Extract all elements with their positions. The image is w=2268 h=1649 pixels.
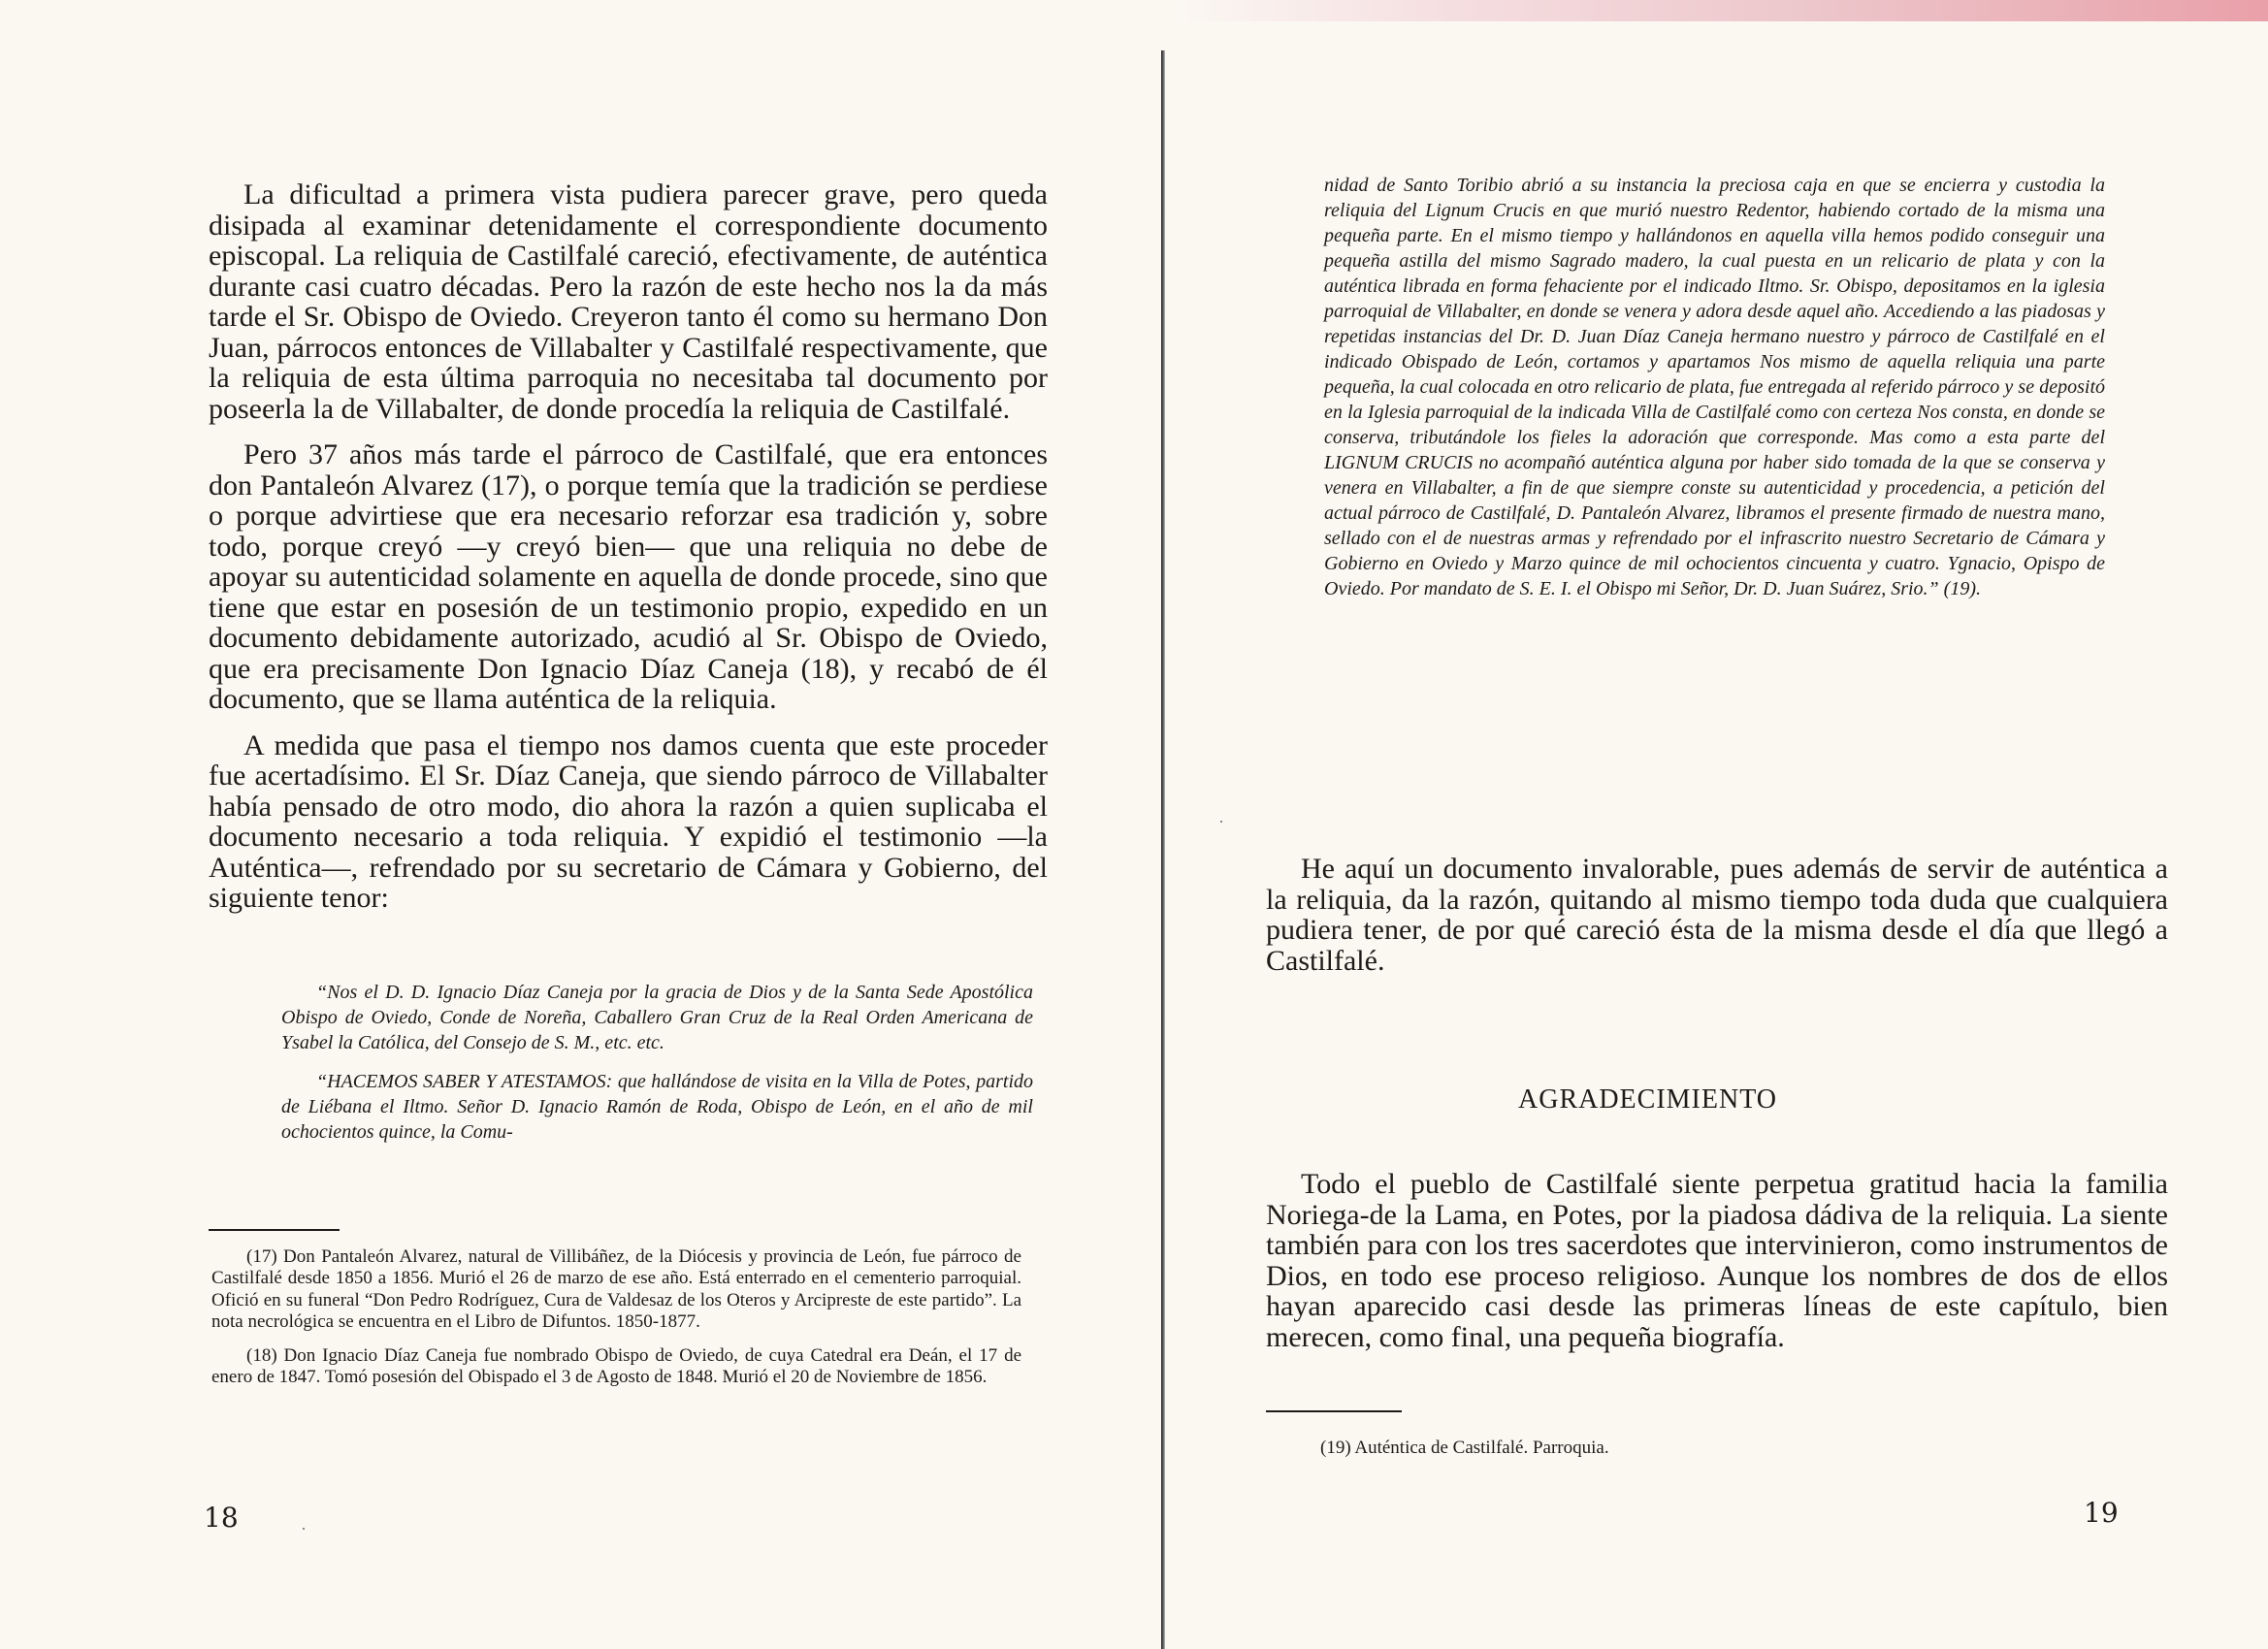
right-main-text: [1266, 854, 2168, 976]
left-paragraph-2: Pero 37 años más tarde el párroco de Castilfalé, que era entonces don Pantaleón Alvarez (17), o porque temía que la tradición se perdiese o porque advirtiese que era necesario reforzar esa tradición y, sobre todo, porque creyó —y creyó bien— que una reliquia no debe de apoyar su autenticidad solamente en aquella de donde procede, sino que tiene que estar en posesión de un testimonio propio, expedido en un documento debidamente autorizado, acudió al Sr. Obispo de Oviedo, que era precisamente Don Ignacio Díaz Caneja (18), y recabó de él documento, que se llama auténtica de la reliquia.: [209, 438, 1048, 715]
right-page-number: 19: [2084, 1497, 2119, 1529]
left-paragraph-3: A medida que pasa el tiempo nos damos cuenta que este proceder fue acertadísimo. El Sr. Díaz Caneja, que siendo párroco de Villabalter había pensado de otro modo, dio ahora la razón a quien suplicaba el documento necesario a toda reliquia. Y expidió el testimonio —la Auténtica—, refrendado por su secretario de Cámara y Gobierno, del siguiente tenor:: [209, 728, 1048, 914]
left-page-number: 18: [204, 1502, 239, 1534]
left-paragraph-1: La dificultad a primera vista pudiera parecer grave, pero queda disipada al examinar detenidamente el correspondiente documento episcopal. La reliquia de Castilfalé careció, efectivamente, de auténtica durante casi cuatro décadas. Pero la razón de este hecho nos la da más tarde el Sr. Obispo de Oviedo. Creyeron tanto él como su hermano Don Juan, párrocos entonces de Villabalter y Castilfalé respectivamente, que la reliquia de esta última parroquia no necesitaba tal documento por poseerla la de Villabalter, de donde procedía la reliquia de Castilfalé.: [209, 178, 1048, 425]
quote-continuation: nidad de Santo Toribio abrió a su instancia la preciosa caja en que se encierra y custodia la reliquia del Lignum Crucis en que murió nuestro Redentor, habiendo cortado de la misma una pequeña parte. En el mismo tiempo y hallándonos en aquella villa hemos podido conseguir una pequeña astilla del mismo Sagrado madero, la cual puesta en un relicario de plata y con la auténtica librada en forma fehaciente por el indicado Iltmo. Sr. Obispo, depositamos en la iglesia parroquial de Villabalter, en donde se venera y adora desde aquel año. Accediendo a las piadosas y repetidas instancias del Dr. D. Juan Díaz Caneja hermano nuestro y párroco de Castilfalé en el indicado Obispado de León, cortamos y apartamos Nos mismo de aquella reliquia una parte pequeña, la cual colocada en otro relicario de plata, fue entregada al referido párroco y se depositó en la Iglesia parroquial de la indicada Villa de Castilfalé como con certeza Nos consta, en donde se conserva, tributándole los fieles la adoración que corresponde. Mas como a esta parte del LIGNUM CRUCIS no acompañó auténtica alguna por haber sido tomada de la que se conserva y venera en Villabalter, a fin de que siempre conste su autenticidad y procedencia, a petición del actual párroco de Castilfalé, D. Pantaleón Alvarez, libramos el presente firmado de nuestra mano, sellado con el de nuestras armas y refrendado por el infrascrito nuestro Secretario de Cámara y Gobierno en Oviedo y Marzo quince de mil ochocientos cincuenta y cuatro. Ygnacio, Opispo de Oviedo. Por mandato de S. E. I. el Obispo mi Señor, Dr. D. Juan Suárez, Srio.” (19).: [1324, 175, 2105, 599]
left-quote-block: [281, 980, 1033, 1145]
footnote-19: (19) Auténtica de Castilfalé. Parroquia.: [1320, 1438, 1609, 1458]
footnote-17: (17) Don Pantaleón Alvarez, natural de Villibáñez, de la Diócesis y provincia de León, fue párroco de Castilfalé desde 1850 a 1856. Murió el 26 de marzo de ese año. Está enterrado en el cementerio parroquial. Ofició en su funeral “Don Pedro Rodríguez, Cura de Valdesaz de los Oteros y Arcipreste de este partido”. La nota necrológica se encuentra en el Libro de Difuntos. 1850-1877.: [211, 1246, 1021, 1333]
right-footnote-rule: [1266, 1410, 1402, 1412]
right-page-mark: [1220, 821, 1222, 823]
quote-paragraph-2: “HACEMOS SABER Y ATESTAMOS: que hallándose de visita en la Villa de Potes, partido de Liébana el Iltmo. Señor D. Ignacio Ramón de Roda, Obispo de León, en el año de mil ochocientos quince, la Comu-: [281, 1071, 1033, 1143]
right-quote-continuation: [1324, 173, 2105, 601]
left-page-mark: [303, 1528, 305, 1530]
quote-paragraph-1: “Nos el D. D. Ignacio Díaz Caneja por la gracia de Dios y de la Santa Sede Apostólica Obispo de Oviedo, Conde de Noreña, Caballero Gran Cruz de la Real Orden Americana de Ysabel la Católica, del Consejo de S. M., etc. etc.: [281, 982, 1033, 1053]
agradecimiento-heading: AGRADECIMIENTO: [1518, 1084, 1778, 1115]
left-main-text: [209, 179, 1048, 914]
footnote-18: (18) Don Ignacio Díaz Caneja fue nombrado Obispo de Oviedo, de cuya Catedral era Deán, el 17 de enero de 1847. Tomó posesión del Obispado el 3 de Agosto de 1848. Murió el 20 de Noviembre de 1856.: [211, 1344, 1021, 1388]
left-footnotes: [211, 1246, 1021, 1388]
book-spine: [1161, 50, 1165, 1649]
top-color-strip: [1174, 0, 2268, 21]
left-footnote-rule: [209, 1229, 340, 1231]
right-footnotes: [1285, 1438, 1916, 1459]
right-paragraph-1: He aquí un documento invalorable, pues además de servir de auténtica a la reliquia, da la razón, quitando al mismo tiempo toda duda que cualquiera pudiera tener, de por qué careció ésta de la misma desde el día que llegó a Castilfalé.: [1266, 853, 2168, 977]
right-page: [1164, 0, 2268, 1649]
agradecimiento-paragraph: Todo el pueblo de Castilfalé siente perpetua gratitud hacia la familia Noriega-de la Lama, en Potes, por la piadosa dádiva de la reliquia. La siente también para con los tres sacerdotes que intervinieron, como instrumentos de Dios, en todo ese proceso religioso. Aunque los nombres de dos de ellos hayan aparecido casi desde las primeras líneas de este capítulo, bien merecen, como final, una pequeña biografía.: [1266, 1168, 2168, 1353]
agradecimiento-text: [1266, 1169, 2168, 1352]
